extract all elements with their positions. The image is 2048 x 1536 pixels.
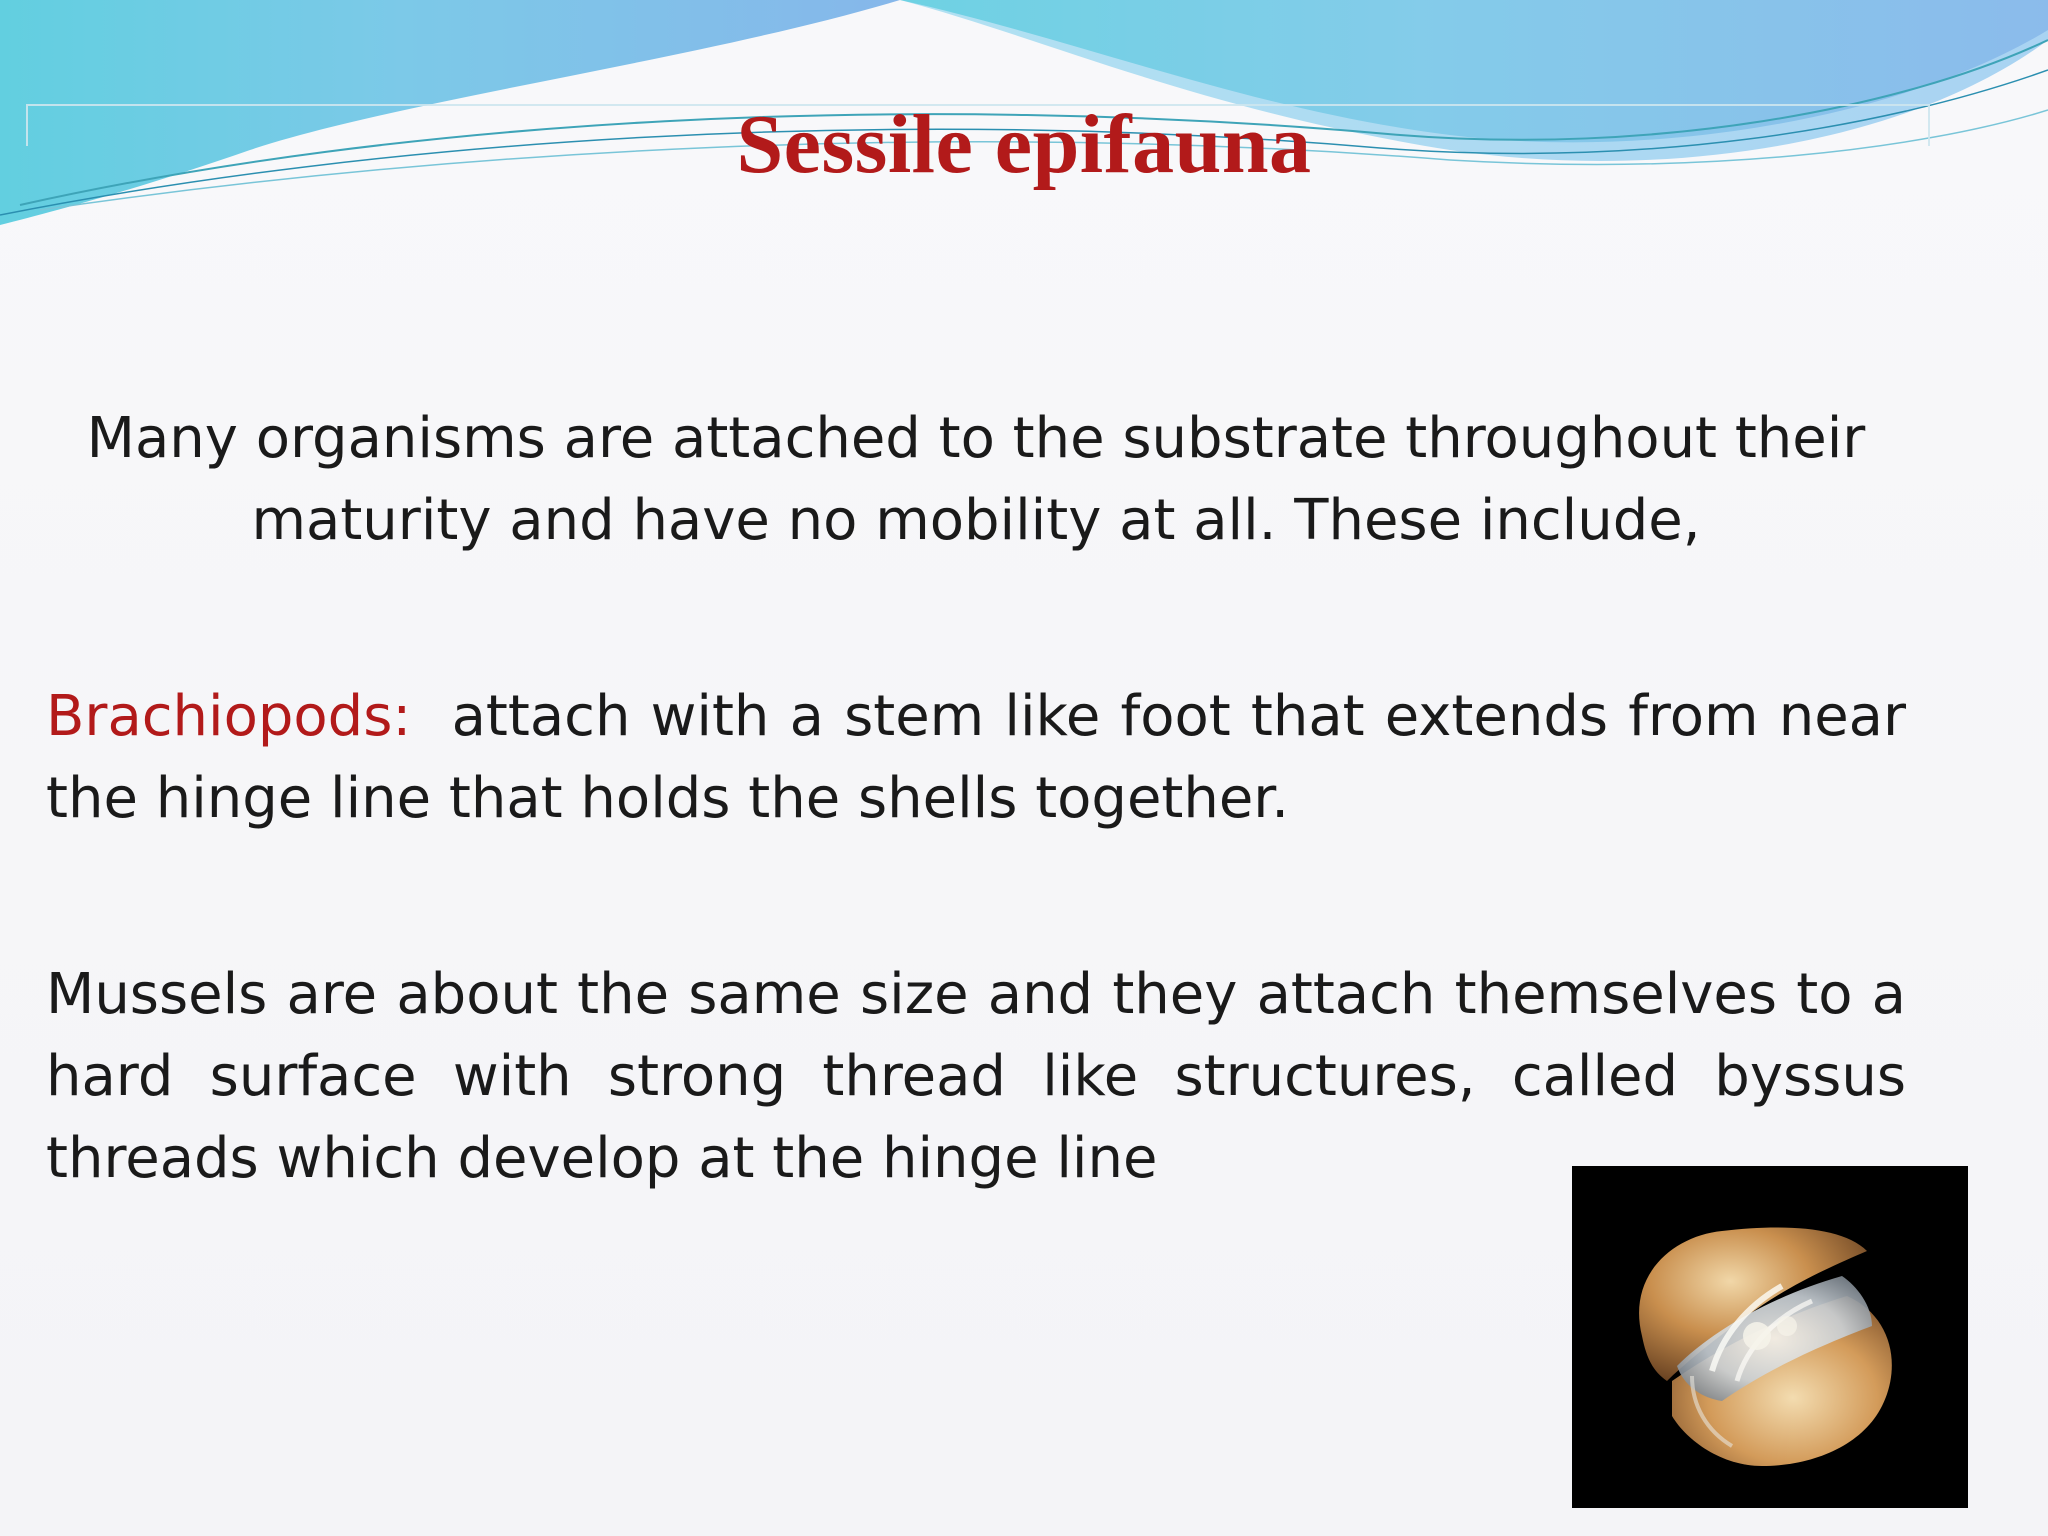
intro-paragraph: Many organisms are attached to the substrate throughout their maturity and have no mobility at all. These include, [86, 406, 1866, 553]
brachiopods-paragraph [46, 676, 1906, 840]
brachiopods-term: Brachiopods: [46, 684, 412, 749]
mussel-photo [1572, 1166, 1968, 1508]
brachiopods-description: attach with a stem like foot that extends from near the hinge line that holds the shells together. [46, 684, 1906, 831]
mussels-paragraph: Mussels are about the same size and they attach themselves to a hard surface with strong thread like structures, called byssus threads which develop at the hinge line [46, 962, 1906, 1191]
slide-title: Sessile epifauna [736, 98, 1312, 191]
mussel-shell-illustration [1572, 1166, 1968, 1508]
